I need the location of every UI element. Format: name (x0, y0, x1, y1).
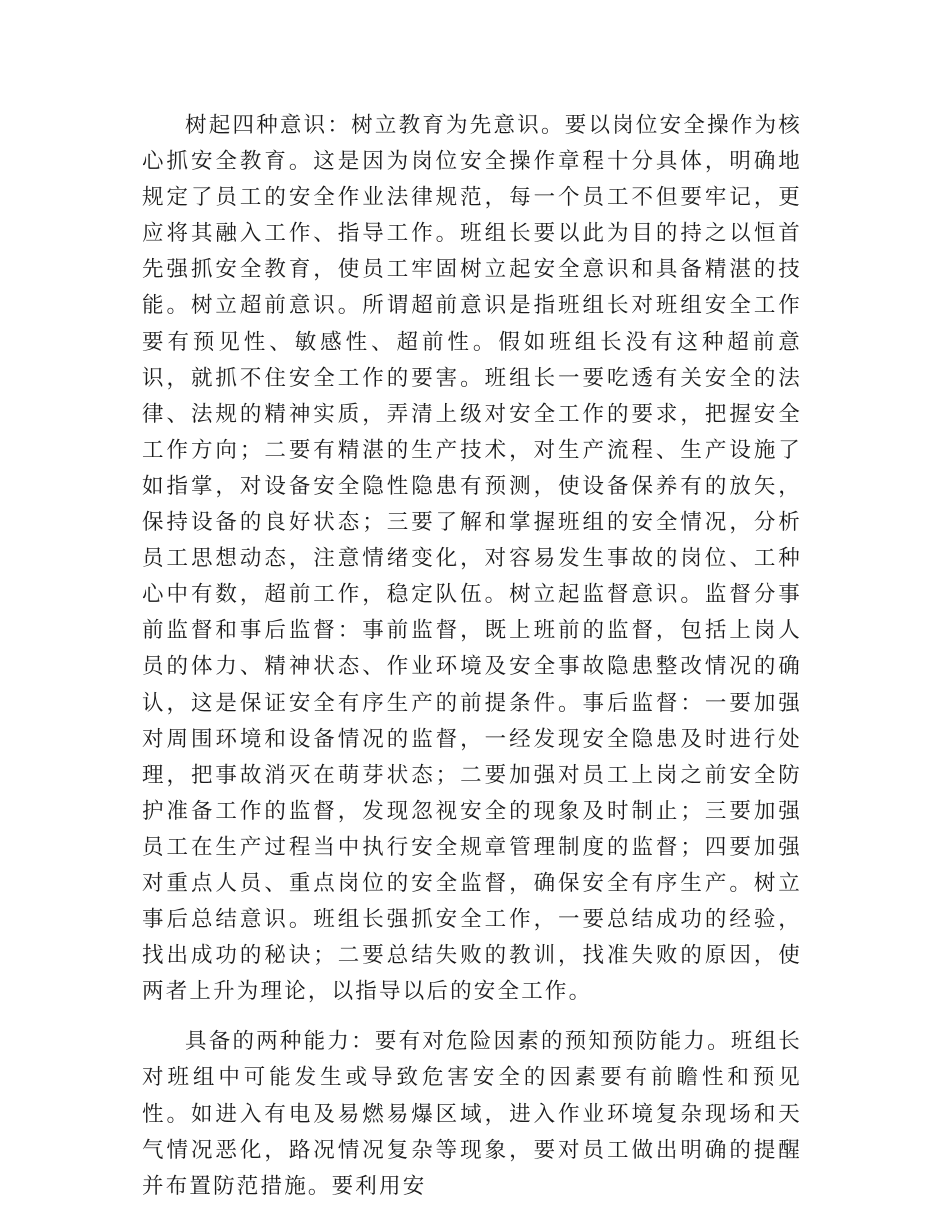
paragraph-four-awareness: 树起四种意识：树立教育为先意识。要以岗位安全操作为核心抓安全教育。这是因为岗位安全操作章程十分具体，明确地规定了员工的安全作业法律规范，每一个员工不但要牢记，更应将其融入工作、指导工作。班组长要以此为目的持之以恒首先强抓安全教育，使员工牢固树立起安全意识和具备精湛的技能。树立超前意识。所谓超前意识是指班组长对班组安全工作要有预见性、敏感性、超前性。假如班组长没有这种超前意识，就抓不住安全工作的要害。班组长一要吃透有关安全的法律、法规的精神实质，弄清上级对安全工作的要求，把握安全工作方向；二要有精湛的生产技术，对生产流程、生产设施了如指掌，对设备安全隐性隐患有预测，使设备保养有的放矢，保持设备的良好状态；三要了解和掌握班组的安全情况，分析员工思想动态，注意情绪变化，对容易发生事故的岗位、工种心中有数，超前工作，稳定队伍。树立起监督意识。监督分事前监督和事后监督：事前监督，既上班前的监督，包括上岗人员的体力、精神状态、作业环境及安全事故隐患整改情况的确认，这是保证安全有序生产的前提条件。事后监督：一要加强对周围环境和设备情况的监督，一经发现安全隐患及时进行处理，把事故消灭在萌芽状态；二要加强对员工上岗之前安全防护准备工作的监督，发现忽视安全的现象及时制止；三要加强员工在生产过程当中执行安全规章管理制度的监督；四要加强对重点人员、重点岗位的安全监督，确保安全有序生产。树立事后总结意识。班组长强抓安全工作，一要总结成功的经验，找出成功的秘诀；二要总结失败的教训，找准失败的原因，使两者上升为理论，以指导以后的安全工作。 (142, 113, 802, 1005)
paragraph-two-abilities: 具备的两种能力：要有对危险因素的预知预防能力。班组长对班组中可能发生或导致危害安全的因素要有前瞻性和预见性。如进入有电及易燃易爆区域，进入作业环境复杂现场和天气情况恶化，路况情况复杂等现象，要对员工做出明确的提醒并布置防范措施。要利用安 (142, 1029, 802, 1199)
document-body (142, 108, 802, 1205)
